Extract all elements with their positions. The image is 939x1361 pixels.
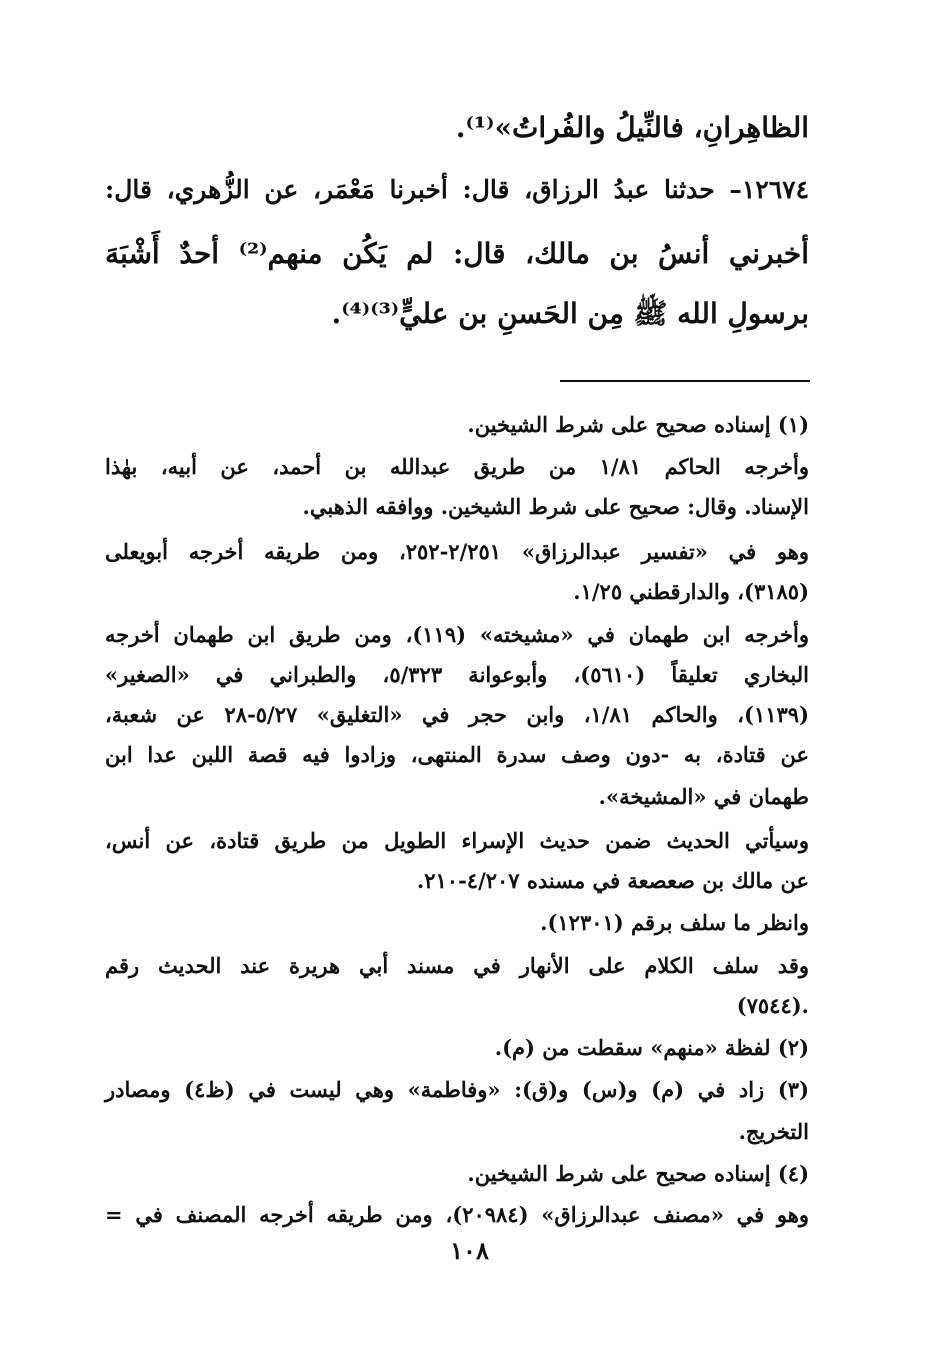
- footnote-line-7: البخاري تعليقاً (٥٦١٠)، وأبوعوانة ٥/٣٢٣، والطبراني في «الصغير»: [105, 662, 809, 687]
- footnote-line-19: (٤) إسناده صحيح على شرط الشيخين.: [467, 1161, 809, 1186]
- footnote-separator: [560, 380, 810, 382]
- footnote-line-18: التخريج.: [738, 1119, 809, 1144]
- page-number: ١٠٨: [450, 1236, 489, 1265]
- footnote-line-2: وأخرجه الحاكم ١/٨١ من طريق عبدالله بن أحمد، عن أبيه، بهٰذا: [105, 454, 809, 479]
- footnote-line-15: (٧٥٤٤).: [736, 993, 809, 1018]
- footnote-line-5: (٣١٨٥)، والدارقطني ١/٢٥.: [573, 579, 809, 604]
- footnote-line-9: عن قتادة، به -دون وصف سدرة المنتهى، وزادوا فيه قصة اللبن عدا ابن: [105, 742, 809, 767]
- main-text-line-4: برسولِ الله ﷺ مِن الحَسنِ بن عليٍّ⁽³⁾⁽⁴⁾.: [331, 297, 809, 330]
- footnote-line-10: طهمان في «المشيخة».: [598, 784, 809, 809]
- footnote-line-4: وهو في «تفسير عبدالرزاق» ٢/٢٥١-٢٥٢، ومن طريقه أخرجه أبويعلى: [105, 539, 809, 564]
- footnote-line-17: (٣) زاد في (م) و(س) و(ق): «وفاطمة» وهي ليست في (ظ٤) ومصادر: [105, 1077, 809, 1102]
- footnote-line-16: (٢) لفظة «منهم» سقطت من (م).: [494, 1035, 809, 1060]
- footnote-line-3: الإسناد. وقال: صحيح على شرط الشيخين. ووافقه الذهبي.: [302, 494, 809, 519]
- footnote-line-20: وهو في «مصنف عبدالرزاق» (٢٠٩٨٤)، ومن طريقه أخرجه المصنف في =: [105, 1202, 809, 1227]
- footnote-line-14: وقد سلف الكلام على الأنهار في مسند أبي هريرة عند الحديث رقم: [105, 953, 809, 978]
- footnote-line-8: (١١٣٩)، والحاكم ١/٨١، وابن حجر في «التغليق» ٥/٢٧-٢٨ عن شعبة،: [105, 702, 809, 727]
- footnote-line-1: (١) إسناده صحيح على شرط الشيخين.: [467, 412, 809, 437]
- main-text-line-3: أخبرني أنسُ بن مالك، قال: لم يَكُن منهم⁽²⁾ أحدٌ أَشْبَهَ: [105, 237, 809, 270]
- main-text-line-2: ١٢٦٧٤– حدثنا عبدُ الرزاق، قال: أخبرنا مَعْمَر، عن الزُّهري، قال:: [105, 175, 809, 204]
- main-text-line-1: الظاهِرانِ، فالنِّيلُ والفُراتُ»⁽¹⁾.: [455, 111, 809, 144]
- footnote-line-6: وأخرجه ابن طهمان في «مشيخته» (١١٩)، ومن طريق ابن طهمان أخرجه: [105, 622, 809, 647]
- footnote-line-12: عن مالك بن صعصعة في مسنده ٤/٢٠٧-٢١٠.: [416, 868, 809, 893]
- footnote-line-13: وانظر ما سلف برقم (١٢٣٠١).: [540, 910, 809, 935]
- footnote-line-11: وسيأتي الحديث ضمن حديث الإسراء الطويل من طريق قتادة، عن أنس،: [105, 828, 809, 853]
